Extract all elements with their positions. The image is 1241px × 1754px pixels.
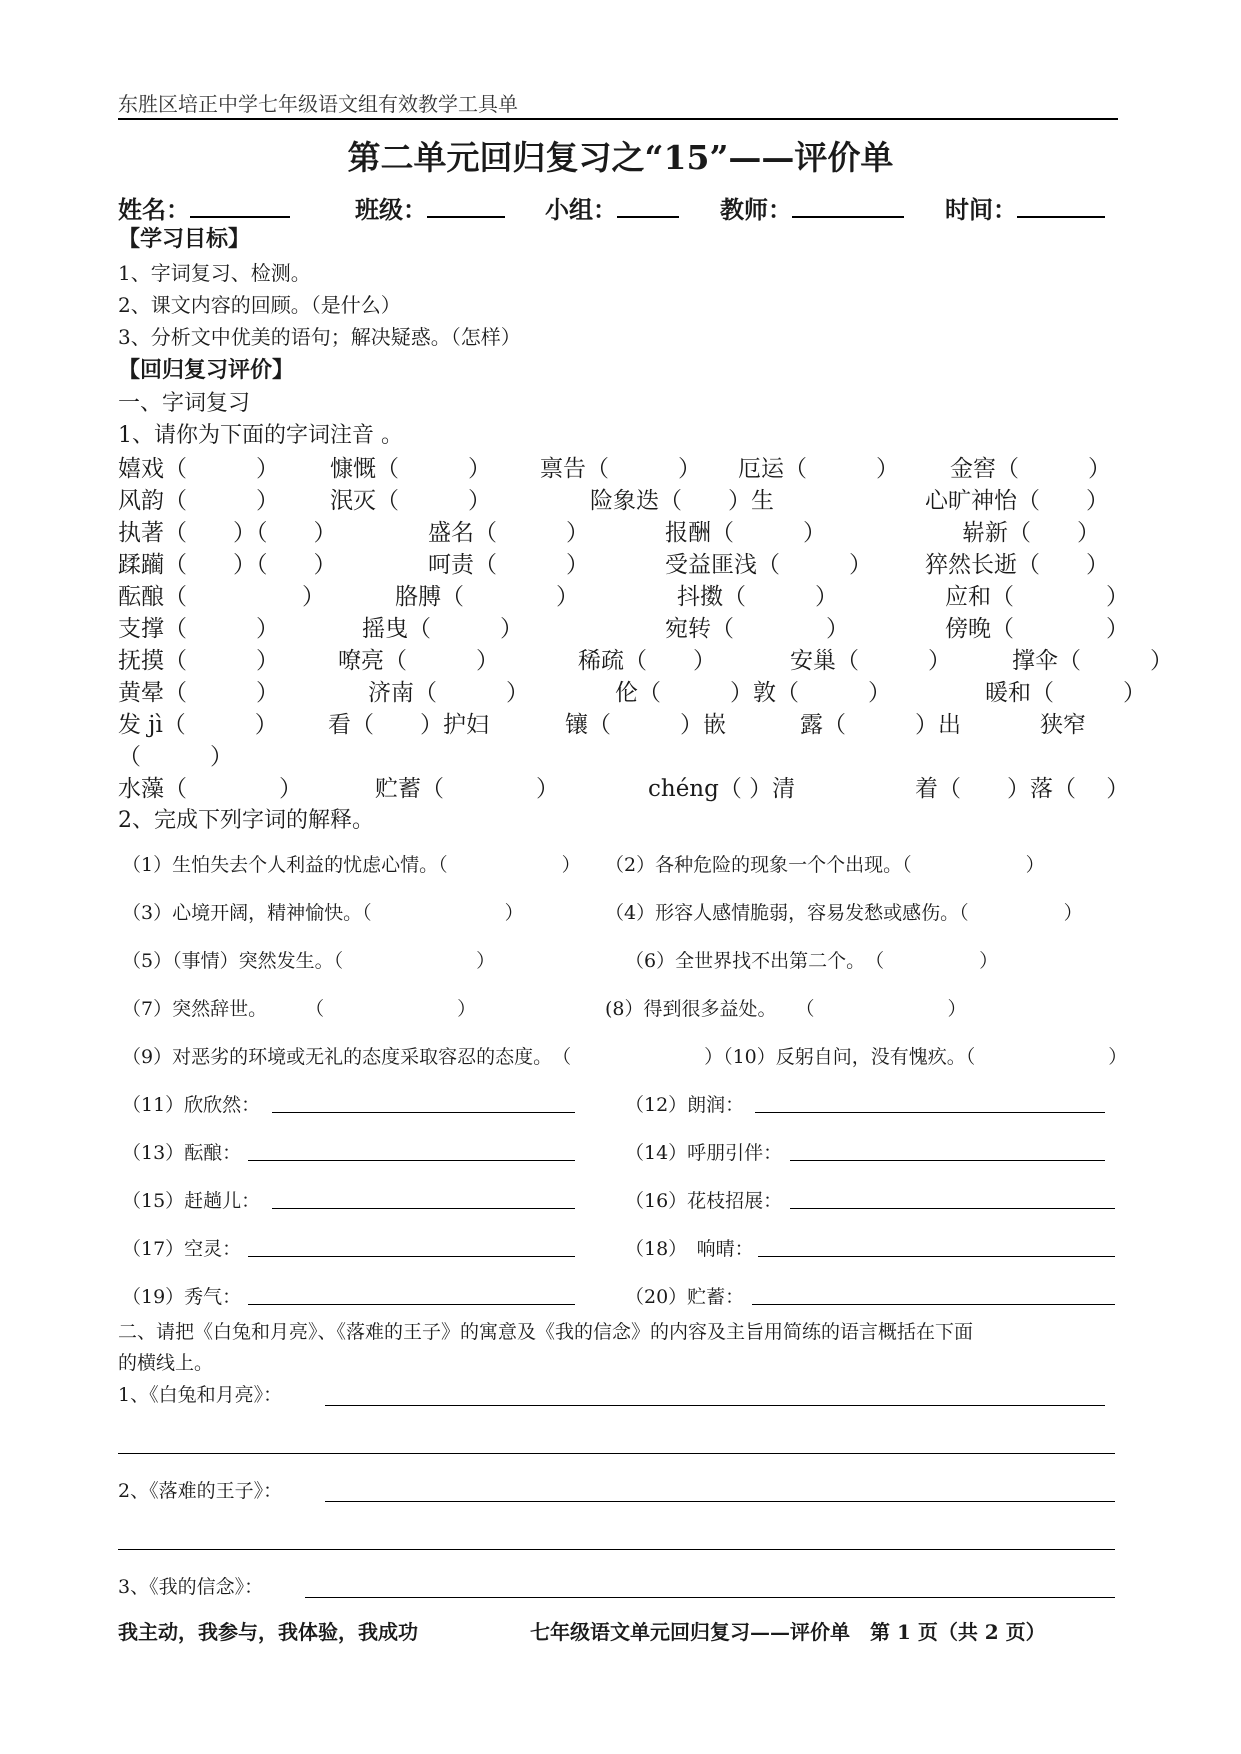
definition-line-item: （17）空灵： — [122, 1238, 242, 1260]
document-header: 东胜区培正中学七年级语文组有效教学工具单 — [118, 92, 518, 116]
definition-item: （4）形容人感情脆弱，容易发愁或感伤。（ ） — [605, 902, 1083, 924]
vocab-item: 心旷神怡（ ） — [925, 488, 1109, 514]
vocab-item: 嘹亮（ ） — [338, 648, 499, 674]
answer-line[interactable] — [248, 1160, 575, 1161]
summary-label: 1、《白兔和月亮》： — [118, 1384, 283, 1406]
vocab-item: 应和（ ） — [945, 584, 1129, 610]
definition-line-item: （13）酝酿： — [122, 1142, 242, 1164]
group-field — [545, 190, 679, 225]
definition-item: （7）突然辞世。 （ ） — [122, 998, 477, 1020]
vocab-item: 稀疏（ ） — [578, 648, 716, 674]
teacher-blank[interactable] — [792, 194, 904, 218]
vocab-item: 酝酿（ ） — [118, 584, 325, 610]
vocab-item: 狭窄 — [1040, 712, 1086, 738]
class-field — [355, 190, 505, 225]
review-heading: 【回归复习评价】 — [118, 357, 295, 383]
vocab-item: 撑伞（ ） — [1012, 648, 1173, 674]
vocab-item: 镶（ ）嵌 — [565, 712, 726, 738]
answer-line[interactable] — [118, 1453, 1115, 1454]
vocab-item: 执著（ ）（ ） — [118, 520, 337, 546]
footer-page-info: 七年级语文单元回归复习——评价单 第 1 页（共 2 页） — [530, 1620, 1046, 1644]
vocab-item: 禀告（ ） — [540, 456, 701, 482]
definition-item: （6）全世界找不出第二个。 （ ） — [625, 950, 999, 972]
vocab-item: 伦（ ）敦（ ） — [615, 680, 891, 706]
vocab-item: 黄晕（ ） — [118, 680, 279, 706]
definition-line-item: （18） 响晴： — [625, 1238, 754, 1260]
answer-line[interactable] — [758, 1256, 1115, 1257]
answer-line[interactable] — [325, 1501, 1115, 1502]
definition-item: （2）各种危险的现象一个个出现。（ ） — [605, 854, 1045, 876]
vocab-item: 傍晚（ ） — [945, 616, 1129, 642]
definition-item: （9）对恶劣的环境或无礼的态度采取容忍的态度。 （ ）（10）反躬自问，没有愧疚。（ ） — [122, 1046, 1128, 1068]
group-label: 小组： — [545, 195, 617, 224]
page-title: 第二单元回归复习之“15”——评价单 — [347, 138, 894, 177]
header-rule — [118, 118, 1118, 120]
vocab-item: 胳膊（ ） — [395, 584, 579, 610]
vocab-item: 安巢（ ） — [790, 648, 951, 674]
name-label: 姓名： — [118, 195, 190, 224]
answer-line[interactable] — [118, 1549, 1115, 1550]
goal-item: 1、字词复习、检测。 — [118, 261, 311, 285]
vocab-item: 报酬（ ） — [665, 520, 826, 546]
vocab-item: 看（ ）护妇 — [328, 712, 489, 738]
vocab-item: 崭新（ ） — [962, 520, 1100, 546]
footer-motto: 我主动，我参与，我体验，我成功 — [118, 1620, 418, 1644]
definition-line-item: （20）贮蓄： — [625, 1286, 745, 1308]
time-field — [945, 190, 1105, 225]
vocab-item: 济南（ ） — [368, 680, 529, 706]
time-blank[interactable] — [1017, 194, 1105, 218]
answer-line[interactable] — [248, 1304, 575, 1305]
answer-line[interactable] — [755, 1112, 1105, 1113]
vocab-item: 嬉戏（ ） — [118, 456, 279, 482]
vocab-item: 金窖（ ） — [950, 456, 1111, 482]
name-blank[interactable] — [190, 194, 290, 218]
vocab-item: 宛转（ ） — [665, 616, 849, 642]
definition-line-item: （11）欣欣然： — [122, 1094, 261, 1116]
vocab-item: 暖和（ ） — [985, 680, 1146, 706]
summary-label: 3、《我的信念》： — [118, 1576, 264, 1598]
answer-line[interactable] — [272, 1208, 575, 1209]
answer-line[interactable] — [272, 1112, 575, 1113]
part2-title-cont: 的横线上。 — [118, 1352, 214, 1374]
vocab-item: 抖擞（ ） — [677, 584, 838, 610]
vocab-item: 厄运（ ） — [738, 456, 899, 482]
definition-item: （5）（事情）突然发生。（ ） — [122, 950, 496, 972]
vocab-item: 风韵（ ） — [118, 488, 279, 514]
class-label: 班级： — [355, 195, 427, 224]
vocab-item: 着（ ）落（ ） — [915, 776, 1130, 802]
definition-line-item: （15）赶趟儿： — [122, 1190, 261, 1212]
vocab-item: 抚摸（ ） — [118, 648, 279, 674]
class-blank[interactable] — [427, 194, 505, 218]
goal-item: 3、分析文中优美的语句；解决疑惑。（怎样） — [118, 325, 521, 349]
vocab-item: 水藻（ ） — [118, 776, 302, 802]
vocab-item: 呵责（ ） — [428, 552, 589, 578]
group-blank[interactable] — [617, 194, 679, 218]
vocab-item: 贮蓄（ ） — [375, 776, 559, 802]
answer-line[interactable] — [790, 1160, 1105, 1161]
goal-item: 2、课文内容的回顾。（是什么） — [118, 293, 401, 317]
vocab-item: 摇曳（ ） — [362, 616, 523, 642]
vocab-item: （ ） — [118, 744, 233, 770]
answer-line[interactable] — [248, 1256, 575, 1257]
definition-line-item: （14）呼朋引伴： — [625, 1142, 783, 1164]
answer-line[interactable] — [790, 1208, 1115, 1209]
definition-item: （3）心境开阔，精神愉快。（ ） — [122, 902, 524, 924]
part1-title: 一、字词复习 — [118, 391, 251, 416]
vocab-item: 猝然长逝（ ） — [925, 552, 1109, 578]
answer-line[interactable] — [305, 1597, 1115, 1598]
summary-label: 2、《落难的王子》： — [118, 1480, 283, 1502]
time-label: 时间： — [945, 195, 1017, 224]
q2-title: 2、完成下列字词的解释。 — [118, 808, 374, 833]
goals-heading: 【学习目标】 — [118, 226, 251, 252]
answer-line[interactable] — [752, 1304, 1115, 1305]
vocab-item: chéng（ ）清 — [648, 776, 796, 802]
vocab-item: 支撑（ ） — [118, 616, 279, 642]
definition-line-item: （12）朗润： — [625, 1094, 745, 1116]
part2-title: 二、请把《白兔和月亮》、《落难的王子》的寓意及《我的信念》的内容及主旨用简练的语言概括在下面 — [118, 1321, 974, 1343]
teacher-field — [720, 190, 904, 225]
vocab-item: 露（ ）出 — [800, 712, 961, 738]
vocab-item: 盛名（ ） — [428, 520, 589, 546]
vocab-item: 发 jì（ ） — [118, 712, 278, 738]
name-field — [118, 190, 290, 225]
vocab-item: 蹂躏（ ）（ ） — [118, 552, 337, 578]
definition-line-item: （19）秀气： — [122, 1286, 242, 1308]
vocab-item: 险象迭（ ）生 — [590, 488, 774, 514]
vocab-item: 受益匪浅（ ） — [665, 552, 872, 578]
definition-item: （1）生怕失去个人利益的忧虑心情。（ ） — [122, 854, 581, 876]
vocab-item: 泯灭（ ） — [330, 488, 491, 514]
definition-line-item: （16）花枝招展： — [625, 1190, 783, 1212]
vocab-item: 慷慨（ ） — [330, 456, 491, 482]
q1-title: 1、请你为下面的字词注音 。 — [118, 423, 403, 448]
teacher-label: 教师： — [720, 195, 792, 224]
definition-item: (8）得到很多益处。 （ ） — [605, 998, 967, 1020]
answer-line[interactable] — [325, 1405, 1105, 1406]
